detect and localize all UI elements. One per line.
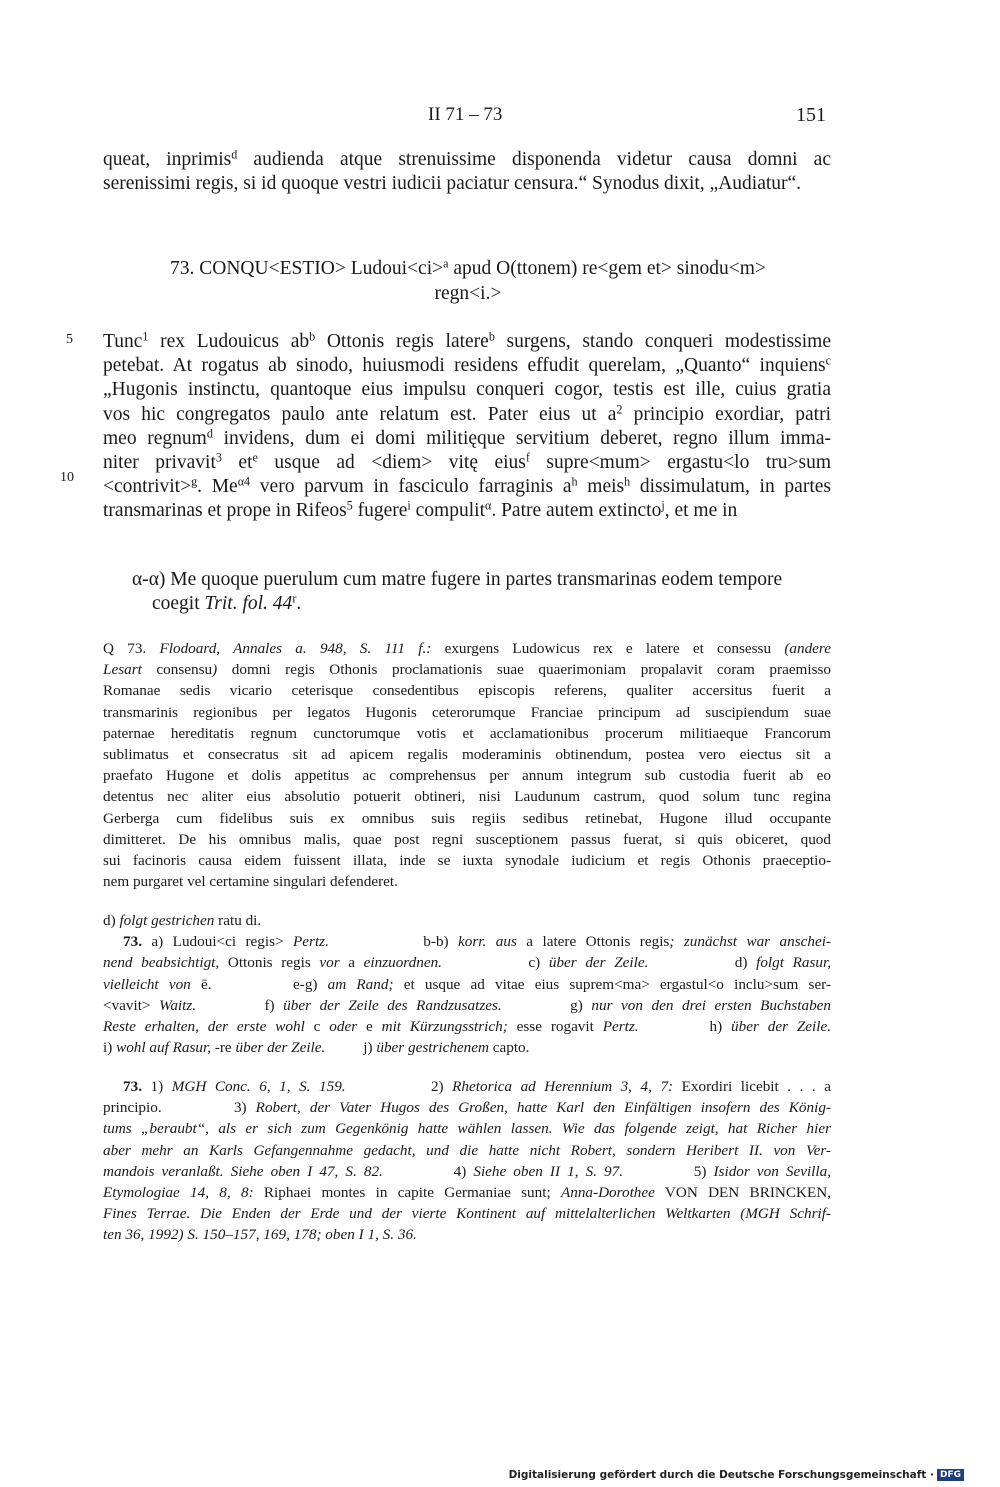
text-line: dimitteret. De his omnibus malis, quae post regni susceptionem passus fuerat, si quis obiceret, quod [103,830,831,848]
paragraph-continuation [103,148,831,196]
text-line: queat, inprimis$^d$ audienda atque strenuissime disponenda videtur causa domni ac [103,147,831,170]
apparatus-line: i) wohl auf Rasur, -re über der Zeile. j) über gestrichenem capto. [103,1039,530,1057]
line-number-5: 5 [66,332,73,347]
text-line: Lesart consensu) domni regis Othonis proclamationis suae quaerimoniam propalavit coram praemisso [103,661,832,679]
commentary-line: ten 36, 1992) S. 150–157, 169, 178; oben I 1, S. 36. [103,1226,417,1244]
apparatus-line: 73. a) Ludoui<ci regis> Pertz. b-b) korr. aus a latere Ottonis regis; zunächst war anschei- [123,933,831,951]
page-number: 151 [796,104,826,126]
text-line: sui facinoris causa eidem fuissent illata, inde se iuxta synodale iudicium et regis Othonis praeceptio- [103,852,831,870]
apparatus-line: d) folgt gestrichen ratu di. [103,912,262,929]
text-line: transmarinas et prope in Rifeos$^5$ fugere$^i$ compulit$^\alpha$. Patre autem extincto$^j$, et me in [103,498,738,522]
text-line: serenissimi regis, si id quoque vestri iudicii paciatur censura.“ Synodus dixit, „Audiatur“. [103,173,802,195]
text-line: petebat. At rogatus ab sinodo, huiusmodi residens effudit querelam, „Quanto“ inquiens$^c$ [103,353,831,377]
apparatus-line: <vavit> Waitz. f) über der Zeile des Randzusatzes. g) nur von den drei ersten Buchstaben [103,996,831,1014]
text-line: praefato Hugone et dolis appetitus ac comprehensus per annum integrum sub custodia fuerit ab eo [103,767,831,785]
text-line: detentus nec aliter eius absolutio potuerit obtineri, nisi Laudunum castrum, quod solum tunc regina [103,788,831,806]
main-text [103,330,831,524]
text-line: meo regnum$^d$ invidens, dum ei domi militięque servitium deberet, regno illum imma- [103,426,831,449]
commentary-line: Fines Terrae. Die Enden der Erde und der vierte Kontinent auf mittelalterlichen Weltkarten (MGH Schrif- [103,1205,831,1223]
text-line: vos hic congregatos paulo ante relatum est. Pater eius ut $a^2$ principio exordiar, patri [103,401,831,425]
commentary-line: mandois veranlaßt. Siehe oben I 47, S. 82. 4) Siehe oben II 1, S. 97. 5) Isidor von Sevilla, [103,1162,832,1180]
running-title: II 71 – 73 [428,104,503,125]
text-line: nem purgaret vel certamine singulari defenderet. [103,873,398,891]
text-line: paternae hereditatis regnum cunctorumque votis et acclamationibus procerum militiaeque Francorum [103,724,831,742]
text-line: Tunc$^1$ rex Ludouicus $ab^b$ Ottonis regis latere$^b$ surgens, stando conqueri modestissime [103,329,831,352]
commentary-notes [103,1076,831,1246]
apparatus-line: vielleicht von ē. e-g) am Rand; et usque ad vitae eius suprem<ma> ergastul<o inclu>sum ser- [103,975,831,993]
critical-apparatus [103,910,831,1058]
commentary-line: principio. 3) Robert, der Vater Hugos des Großen, hatte Karl den Einfältigen insofern des König- [103,1099,831,1117]
commentary-line: 73. 1) MGH Conc. 6, 1, S. 159. 2) Rhetorica ad Herennium 3, 4, 7: Exordiri licebit . . . a [123,1078,832,1095]
commentary-line: tums „beraubt“, als er sich zum Gegenkönig hatte wählen lassen. Wie das folgende zeigt, hat Richer hier [103,1120,831,1138]
text-line: Gerberga cum fidelibus suis ex omnibus suis regiis sedibus retinebat, Hugone illud occupante [103,809,831,827]
source-note [103,638,831,892]
apparatus-line: Reste erhalten, der erste wohl c oder e mit Kürzungsstrich; esse rogavit Pertz. h) über der Zeile. [103,1018,832,1036]
chapter-heading: 73. CONQU<ESTIO> Ludoui<ci>$^a$ apud O(ttonem) re<gem et> sinodu<m> regn<i.> [170,256,766,304]
apparatus-line: nend beabsichtigt, Ottonis regis vor a einzuordnen. c) über der Zeile. d) folgt Rasur, [103,954,831,972]
commentary-line: aber mehr an Karls Gefangennahme gedacht, und die hatte nicht Robert, sondern Heribert II. von Ver- [103,1141,831,1159]
variant-note: α-α) Me quoque puerulum cum matre fugere in partes transmarinas eodem tempore coegit Trit. fol. 44$^r$. [132,569,783,614]
text-line: Romanae sedis vicario ceterisque consedentibus episcopis referens, qualiter accersitus fuerit a [103,682,831,700]
text-line: sublimatus et consecratus sit ad apicem regalis moderaminis obtinendum, postea vero eiectus sit a [103,746,831,764]
text-line: transmarinis regionibus per legatos Hugonis ceterorumque Franciae principum ad suscipiendum suae [103,703,831,721]
dfg-logo: DFG [937,1469,964,1481]
text-line: Q 73. Flodoard, Annales a. 948, S. 111 f.: exurgens Ludowicus rex e latere et consessu (andere [103,640,831,657]
text-line: „Hugonis instinctu, quantoque eius impulsu conqueri cogor, testis est ille, cuius gratia [103,379,831,401]
text-line: <contrivit>$^g$. $Me^{\alpha 4}$ vero parvum in fasciculo farraginis $a^h$ meis$^h$ dissimulatum, in partes [103,474,831,498]
line-number-10: 10 [60,470,74,485]
commentary-line: Etymologiae 14, 8, 8: Riphaei montes in capite Germaniae sunt; Anna-Dorothee VON DEN BRINCKEN, [103,1184,831,1202]
text-line: niter privavit$^3$ $et^e$ usque ad <diem> vitę eius$^f$ supre<mum> ergastu<lo tru>sum [103,450,832,474]
digitization-credit: Digitalisierung gefördert durch die Deutsche Forschungsgemeinschaft · DFG [509,1469,964,1481]
